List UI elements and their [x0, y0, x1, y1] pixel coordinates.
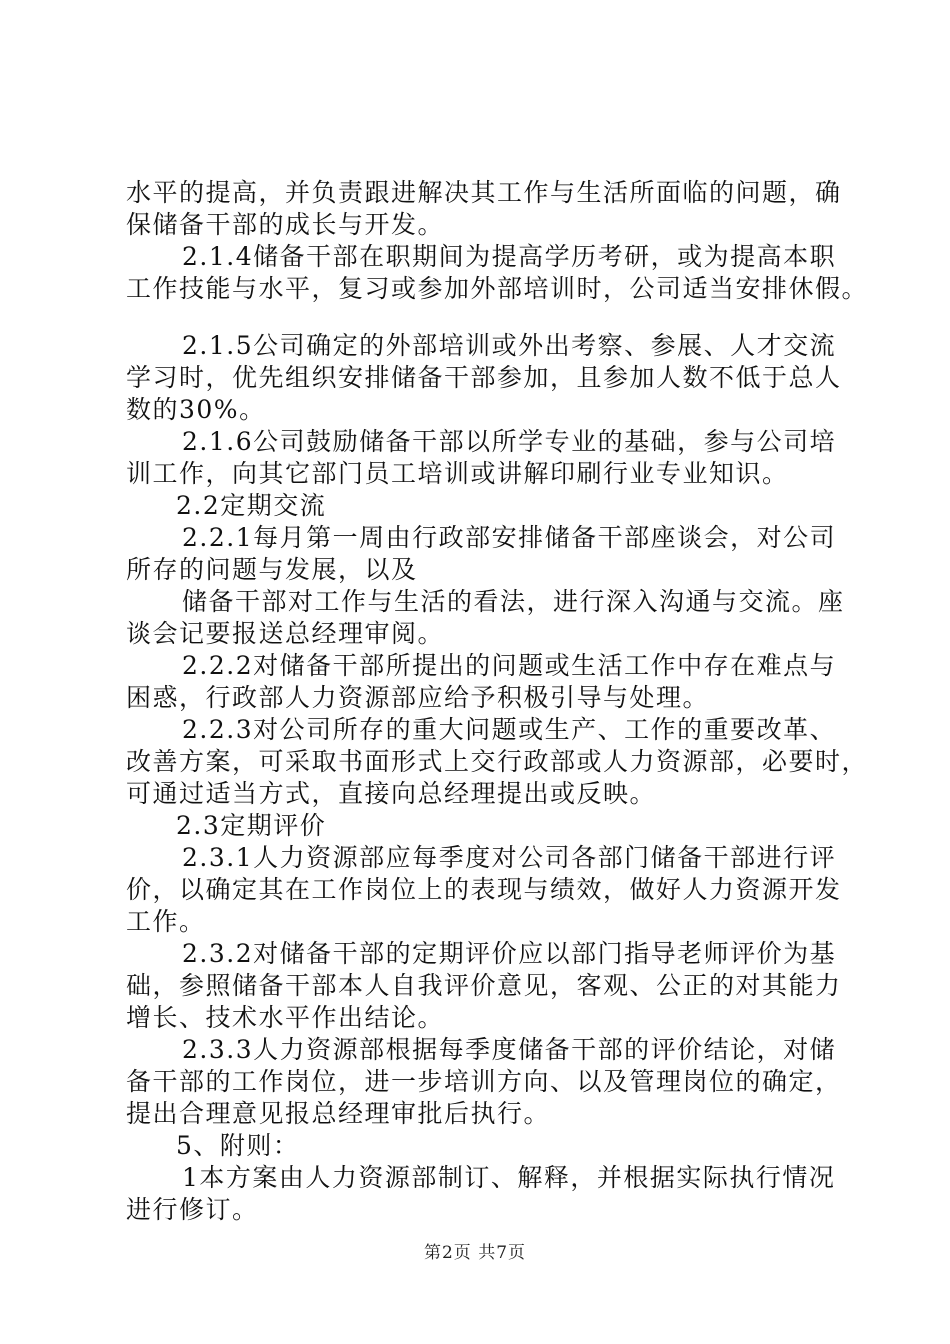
text-line: 所存的问题与发展，以及 [126, 555, 418, 584]
section-heading: 2.2定期交流 [176, 491, 327, 520]
text-line: 水平的提高，并负责跟进解决其工作与生活所面临的问题，确 [126, 178, 842, 207]
text-line: 2.1.5公司确定的外部培训或外出考察、参展、人才交流 [182, 331, 837, 360]
page-number: 第2页 共7页 [423, 1243, 527, 1263]
text-line: 增长、技术水平作出结论。 [126, 1003, 445, 1032]
text-line: 2.3.2对储备干部的定期评价应以部门指导老师评价为基 [182, 939, 837, 968]
text-line: 2.3.3人力资源部根据每季度储备干部的评价结论，对储 [182, 1035, 837, 1064]
text-line: 可通过适当方式，直接向总经理提出或反映。 [126, 779, 657, 808]
text-line: 学习时，优先组织安排储备干部参加，且参加人数不低于总人 [126, 363, 842, 392]
text-line: 础，参照储备干部本人自我评价意见，客观、公正的对其能力 [126, 971, 842, 1000]
text-line: 2.1.4储备干部在职期间为提高学历考研，或为提高本职 [182, 242, 837, 271]
section-heading: 5、附则： [176, 1131, 300, 1160]
text-line: 工作技能与水平，复习或参加外部培训时，公司适当安排休假。 [126, 274, 869, 303]
section-heading: 2.3定期评价 [176, 811, 327, 840]
text-line: 提出合理意见报总经理审批后执行。 [126, 1099, 551, 1128]
text-line: 2.2.2对储备干部所提出的问题或生活工作中存在难点与 [182, 651, 837, 680]
text-line: 2.2.1每月第一周由行政部安排储备干部座谈会，对公司 [182, 523, 837, 552]
text-line: 2.3.1人力资源部应每季度对公司各部门储备干部进行评 [182, 843, 837, 872]
text-line: 困惑，行政部人力资源部应给予积极引导与处理。 [126, 683, 710, 712]
text-line: 工作。 [126, 907, 206, 936]
text-line: 改善方案，可采取书面形式上交行政部或人力资源部，必要时， [126, 747, 869, 776]
text-line: 2.1.6公司鼓励储备干部以所学专业的基础，参与公司培 [182, 427, 837, 456]
text-line: 2.2.3对公司所存的重大问题或生产、工作的重要改革、 [182, 715, 837, 744]
text-line: 训工作，向其它部门员工培训或讲解印刷行业专业知识。 [126, 459, 789, 488]
text-line: 储备干部对工作与生活的看法，进行深入沟通与交流。座 [182, 587, 845, 616]
text-line: 保储备干部的成长与开发。 [126, 210, 445, 239]
text-line: 谈会记要报送总经理审阅。 [126, 619, 445, 648]
text-line: 进行修订。 [126, 1195, 259, 1224]
text-line: 数的30%。 [126, 395, 266, 424]
text-line: 价，以确定其在工作岗位上的表现与绩效，做好人力资源开发 [126, 875, 842, 904]
text-line: 1本方案由人力资源部制订、解释，并根据实际执行情况 [182, 1163, 836, 1192]
text-line: 备干部的工作岗位，进一步培训方向、以及管理岗位的确定， [126, 1067, 842, 1096]
